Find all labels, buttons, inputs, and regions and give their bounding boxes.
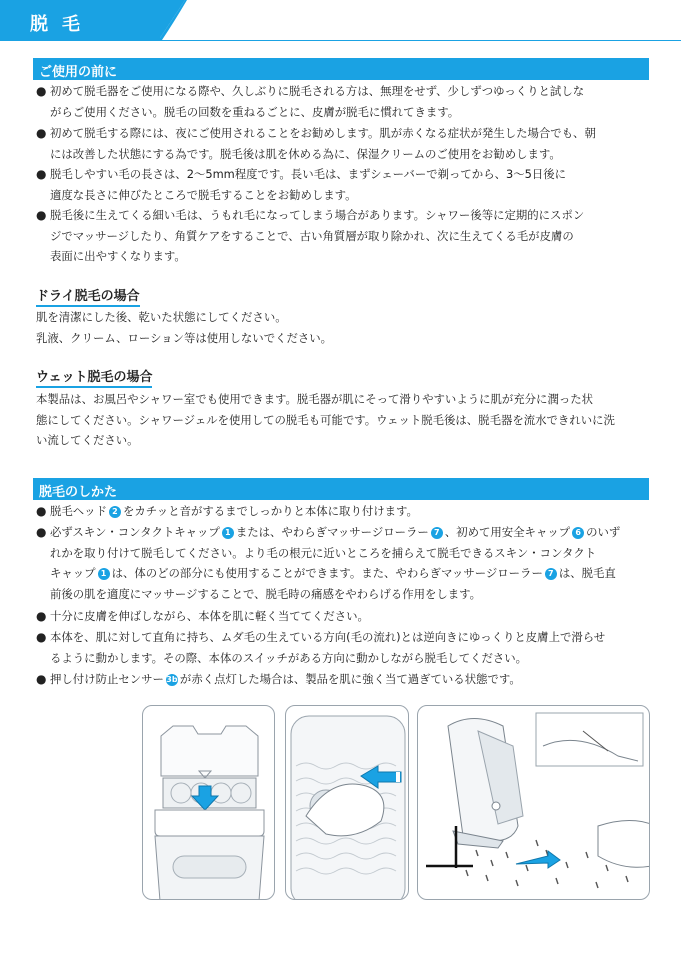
- bullet-night-use: ● 初めて脱毛する際には、夜にご使用されることをお勧めします。肌が赤くなる症状が発生した場合でも、朝 には改善した状態にする為です。脱毛後は肌を休める為に、保湿クリームのご使用をお勧めします。: [36, 123, 650, 164]
- part-number-badge: 2: [109, 506, 121, 518]
- header-shape: [0, 0, 681, 44]
- part-number-badge: 6: [572, 527, 584, 539]
- dry-text: 肌を清潔にした後、乾いた状態にしてください。 乳液、クリーム、ローション等は使用しないでください。: [36, 310, 333, 345]
- page-title: 脱毛: [30, 14, 94, 35]
- part-number-badge: 1: [222, 527, 234, 539]
- bullet-attach-cap: ● 必ずスキン・コンタクトキャップ 1 または、やわらぎマッサージローラー 7 、初めて用安全キャップ 6 のいず れかを取り付けて脱毛してください。より毛の根元に近いところを捕らえて脱毛できるスキン・コンタクト キャップ 1 は、体のどの部分にも使用することができます。また、やわらぎマッサージローラー 7 は、脱毛直 前後の肌を適度にマッサージすることで、脱毛時の痛感をやわらげる作用をします。: [36, 522, 650, 604]
- part-number-badge: 7: [431, 527, 443, 539]
- bullet-first-use: ● 初めて脱毛器をご使用になる際や、久しぶりに脱毛される方は、無理をせず、少しずつゆっくりと試しな がらご使用ください。脱毛の回数を重ねるごとに、皮膚が脱毛に慣れてきます。: [36, 81, 650, 122]
- glide-direction-illustration: [417, 705, 650, 900]
- section-heading-how-to: 脱毛のしかた: [33, 478, 649, 500]
- subheading-wet: ウェット脱毛の場合: [36, 366, 152, 388]
- header-bar: [0, 0, 681, 44]
- section-heading-before-use: ご使用の前に: [33, 58, 649, 80]
- bullet-ingrown-hair: ● 脱毛後に生えてくる細い毛は、うもれ毛になってしまう場合があります。シャワー後等に定期的にスポン ジでマッサージしたり、角質ケアをすることで、古い角質層が取り除かれ、次に生えてくる毛が皮膚の 表面に出やすくなります。: [36, 205, 650, 267]
- part-number-badge: 7: [545, 568, 557, 580]
- attach-head-illustration: [142, 705, 275, 900]
- part-number-badge: 1: [98, 568, 110, 580]
- bullet-hair-length: ● 脱毛しやすい毛の長さは、2～5mm程度です。長い毛は、まずシェーバーで剃ってから、3～5日後に 適度な長さに伸びたところで脱毛することをお勧めします。: [36, 164, 650, 205]
- part-number-badge: 3b: [166, 675, 178, 684]
- skin-stretch-illustration: [285, 705, 409, 900]
- bullet-attach-head: ● 脱毛ヘッド 2 をカチッと音がするまでしっかりと本体に取り付けます。: [36, 501, 650, 522]
- bullet-pressure-sensor: ● 押し付け防止センサー 3b が赤く点灯した場合は、製品を肌に強く当て過ぎている状態です。: [36, 669, 650, 690]
- wet-text: 本製品は、お風呂やシャワー室でも使用できます。脱毛器が肌にそって滑りやすいように肌が充分に潤った状 態にしてください。シャワージェルを使用しての脱毛も可能です。ウェット脱毛後は、脱毛器を流水できれいに洗 い流してください。: [36, 392, 615, 447]
- bullet-glide-direction: ● 本体を、肌に対して直角に持ち、ムダ毛の生えている方向(毛の流れ)とは逆向きにゆっくりと皮膚上で滑らせ るように動かします。その際、本体のスイッチがある方向に動かしながら脱毛してください。: [36, 627, 650, 668]
- bullet-stretch-skin: ● 十分に皮膚を伸ばしながら、本体を肌に軽く当ててください。: [36, 606, 650, 627]
- subheading-dry: ドライ脱毛の場合: [36, 285, 140, 307]
